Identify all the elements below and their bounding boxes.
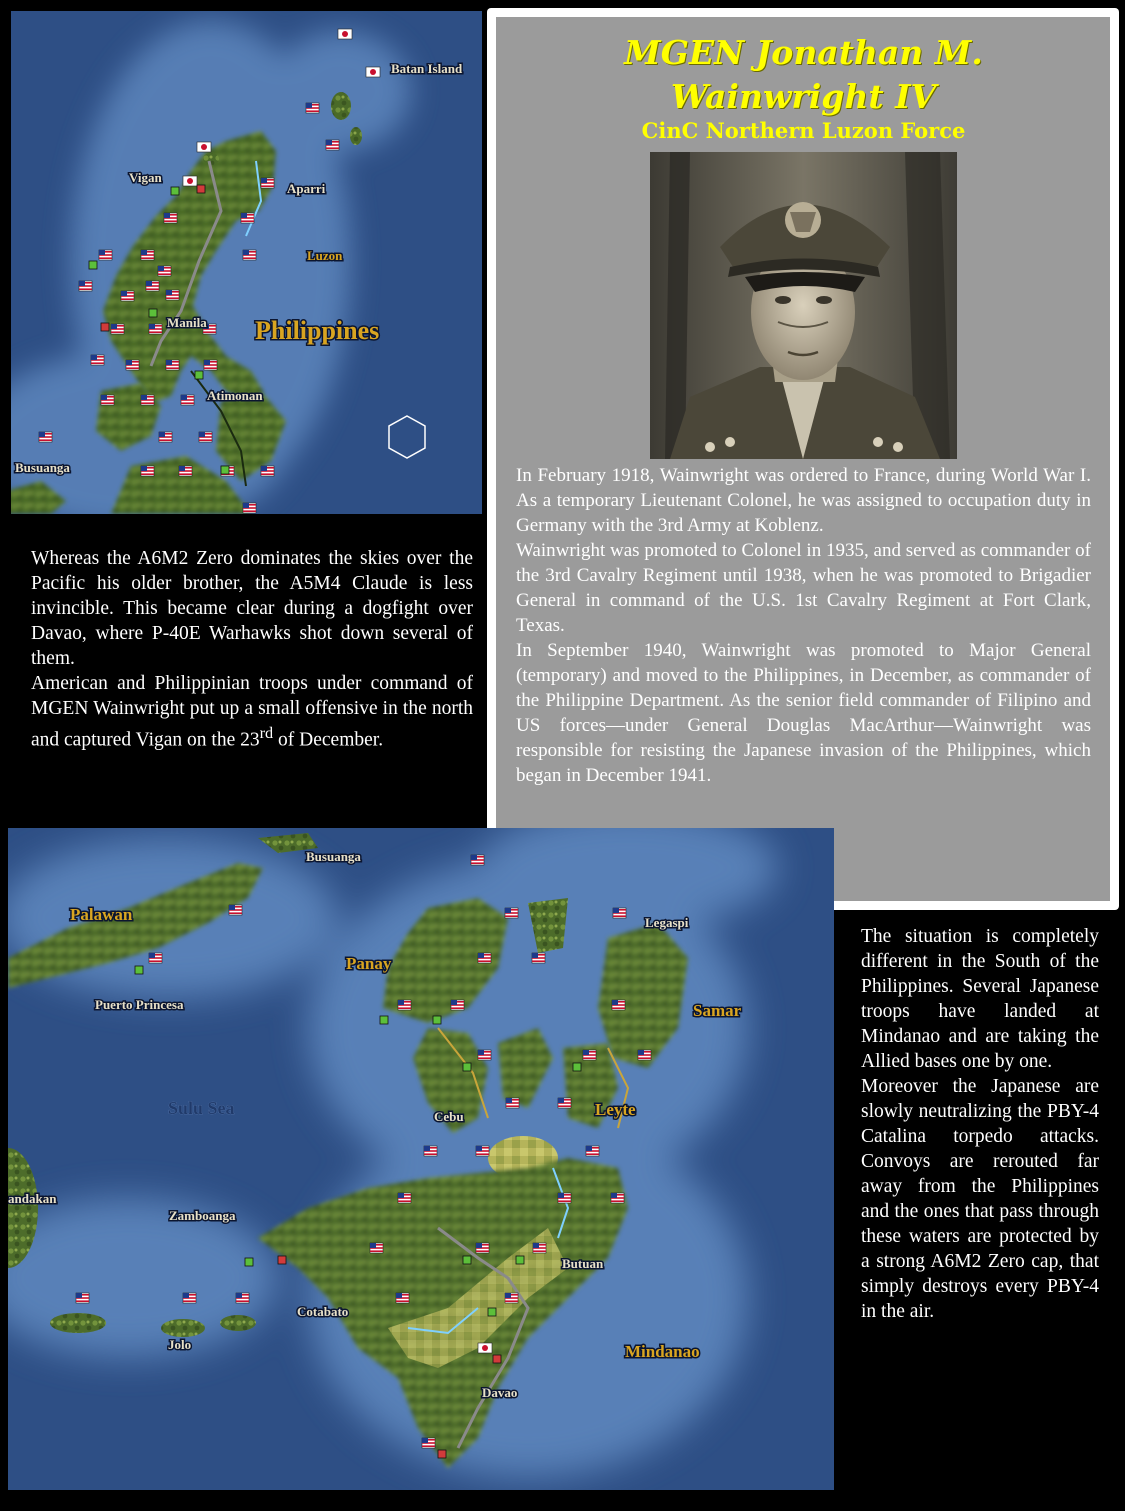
us-flag-unit-icon[interactable] [370,1243,383,1253]
map-north-svg [11,11,482,514]
us-flag-unit-icon[interactable] [243,503,256,513]
us-flag-unit-icon[interactable] [611,1193,624,1203]
label-davao: Davao [482,1385,518,1400]
label-vigan: Vigan [129,170,162,185]
us-flag-unit-icon[interactable] [183,1293,196,1303]
us-flag-unit-icon[interactable] [506,1098,519,1108]
us-flag-unit-icon[interactable] [532,953,545,963]
japan-unit-icon[interactable] [197,142,211,152]
japan-unit-icon[interactable] [366,67,380,77]
label-philippines: Philippines [255,316,380,345]
label-busuanga-north: Busuanga [15,460,70,475]
label-butuan: Butuan [562,1256,604,1271]
base-marker-icon[interactable] [278,1256,286,1264]
story-paragraph: Moreover the Japanese are slowly neutralizing the PBY-4 Catalina torpedo attacks. Convoys are rerouted far away from the Philippines and the ones that pass through these waters are protected by a strong A6M2 Zero cap, that simply destroys every PBY-4 in the air. [861,1076,1099,1322]
base-marker-icon[interactable] [516,1256,524,1264]
base-marker-icon[interactable] [463,1256,471,1264]
us-flag-unit-icon[interactable] [121,291,134,301]
base-marker-icon[interactable] [89,261,97,269]
us-flag-unit-icon[interactable] [398,1193,411,1203]
story-text-part: of December. [273,729,384,751]
bio-paragraph: In February 1918, Wainwright was ordered to France, during World War I. As a temporary Lieutenant Colonel, he was assigned to occupation duty in Germany with the 3rd Army at Koblenz. [516,465,1091,536]
label-leyte: Leyte [595,1100,636,1119]
us-flag-unit-icon[interactable] [478,953,491,963]
us-flag-unit-icon[interactable] [166,360,179,370]
label-cotabato: Cotabato [297,1304,349,1319]
us-flag-unit-icon[interactable] [424,1146,437,1156]
us-flag-unit-icon[interactable] [243,250,256,260]
bio-paragraph: In September 1940, Wainwright was promoted to Major General (temporary) and moved to the Philippines, in December, as commander of the Philippine Department. As the senior field commander of Filipino and US forces—under General Douglas MacArthur—Wainwright was responsible for resisting the Japanese invasion of the Philippines, which began in December 1941. [516,640,1091,786]
label-samar: Samar [693,1001,742,1020]
us-flag-unit-icon[interactable] [533,1243,546,1253]
us-flag-unit-icon[interactable] [126,360,139,370]
us-flag-unit-icon[interactable] [91,355,104,365]
us-flag-unit-icon[interactable] [141,466,154,476]
us-flag-unit-icon[interactable] [158,266,171,276]
bio-text [516,463,1091,788]
us-flag-unit-icon[interactable] [476,1146,489,1156]
japan-unit-icon[interactable] [183,176,197,186]
label-legaspi: Legaspi [645,915,689,930]
us-flag-unit-icon[interactable] [204,360,217,370]
base-marker-icon[interactable] [197,185,205,193]
bio-paragraph: Wainwright was promoted to Colonel in 1935, and served as commander of the 3rd Cavalry Regiment until 1938, when he was promoted to Brigadier General in command of the U.S. 1st Cavalry Regiment at Fort Clark, Texas. [516,540,1091,636]
us-flag-unit-icon[interactable] [141,250,154,260]
label-palawan: Palawan [70,905,133,924]
us-flag-unit-icon[interactable] [164,213,177,223]
us-flag-unit-icon[interactable] [612,1000,625,1010]
us-flag-unit-icon[interactable] [159,432,172,442]
us-flag-unit-icon[interactable] [451,1000,464,1010]
base-marker-icon[interactable] [149,309,157,317]
story-paragraph: Whereas the A6M2 Zero dominates the skies over the Pacific his older brother, the A5M4 Claude is less invincible. This became clear during a dogfight over Davao, where P-40E Warhawks shot down several of them. [31,548,473,669]
us-flag-unit-icon[interactable] [101,395,114,405]
map-south-mindanao[interactable] [8,828,834,1490]
us-flag-unit-icon[interactable] [166,290,179,300]
us-flag-unit-icon[interactable] [39,432,52,442]
base-marker-icon[interactable] [433,1016,441,1024]
us-flag-unit-icon[interactable] [229,905,242,915]
label-cebu: Cebu [434,1109,464,1124]
story-paragraph-vigan [31,671,473,753]
map-north-luzon[interactable] [11,11,482,514]
us-flag-unit-icon[interactable] [505,1293,518,1303]
us-flag-unit-icon[interactable] [181,395,194,405]
base-marker-icon[interactable] [463,1063,471,1071]
label-busuanga-south: Busuanga [306,849,361,864]
us-flag-unit-icon[interactable] [476,1243,489,1253]
us-flag-unit-icon[interactable] [613,908,626,918]
story-paragraph: The situation is completely different in the South of the Philippines. Several Japanese troops have landed at Mindanao and are taking the Allied bases one by one. [861,926,1099,1072]
japan-unit-icon[interactable] [478,1343,492,1353]
base-marker-icon[interactable] [195,371,203,379]
us-flag-unit-icon[interactable] [586,1146,599,1156]
us-flag-unit-icon[interactable] [149,953,162,963]
bio-name: MGEN Jonathan M. Wainwright IV [624,33,983,116]
us-flag-unit-icon[interactable] [638,1050,651,1060]
label-manila: Manila [167,315,207,330]
us-flag-unit-icon[interactable] [179,466,192,476]
us-flag-unit-icon[interactable] [146,281,159,291]
label-aparri: Aparri [287,181,326,196]
label-batan: Batan Island [391,61,463,76]
us-flag-unit-icon[interactable] [396,1293,409,1303]
us-flag-unit-icon[interactable] [199,432,212,442]
us-flag-unit-icon[interactable] [306,103,319,113]
us-flag-unit-icon[interactable] [261,466,274,476]
us-flag-unit-icon[interactable] [141,395,154,405]
base-marker-icon[interactable] [438,1450,446,1458]
us-flag-unit-icon[interactable] [478,1050,491,1060]
japan-unit-icon[interactable] [338,29,352,39]
label-sulu-sea: Sulu Sea [168,1098,235,1118]
label-mindanao: Mindanao [625,1342,700,1361]
us-flag-unit-icon[interactable] [326,140,339,150]
label-atimonan: Atimonan [207,388,263,403]
base-marker-icon[interactable] [221,466,229,474]
bio-role: CinC Northern Luzon Force [641,118,966,143]
us-flag-unit-icon[interactable] [583,1050,596,1060]
bio-card [487,8,1119,910]
bio-card-inner [496,17,1110,901]
us-flag-unit-icon[interactable] [149,324,162,334]
us-flag-unit-icon[interactable] [398,1000,411,1010]
ordinal-suffix: rd [259,724,274,742]
story-south [861,924,1099,1324]
story-north [31,546,473,753]
base-marker-icon[interactable] [101,323,109,331]
us-flag-unit-icon[interactable] [99,250,112,260]
base-marker-icon[interactable] [171,187,179,195]
label-zamboanga: Zamboanga [169,1208,236,1223]
us-flag-unit-icon[interactable] [111,324,124,334]
story-text-part: American and Philippinian troops under command of MGEN Wainwright put up a small offensive in the north and captured Vigan on the 23 [31,673,473,751]
us-flag-unit-icon[interactable] [558,1193,571,1203]
label-puerto-princesa: Puerto Princesa [95,997,184,1012]
base-marker-icon[interactable] [573,1063,581,1071]
label-jolo: Jolo [168,1337,192,1352]
label-luzon: Luzon [307,248,343,263]
label-sandakan: andakan [8,1191,57,1206]
us-flag-unit-icon[interactable] [236,1293,249,1303]
label-panay: Panay [346,954,392,973]
base-marker-icon[interactable] [245,1258,253,1266]
us-flag-unit-icon[interactable] [76,1293,89,1303]
us-flag-unit-icon[interactable] [471,855,484,865]
us-flag-unit-icon[interactable] [261,178,274,188]
us-flag-unit-icon[interactable] [505,908,518,918]
general-portrait [650,152,957,459]
us-flag-unit-icon[interactable] [422,1438,435,1448]
base-marker-icon[interactable] [380,1016,388,1024]
map-south-svg [8,828,834,1490]
base-marker-icon[interactable] [488,1308,496,1316]
us-flag-unit-icon[interactable] [558,1098,571,1108]
us-flag-unit-icon[interactable] [79,281,92,291]
us-flag-unit-icon[interactable] [241,213,254,223]
base-marker-icon[interactable] [135,966,143,974]
base-marker-icon[interactable] [493,1355,501,1363]
